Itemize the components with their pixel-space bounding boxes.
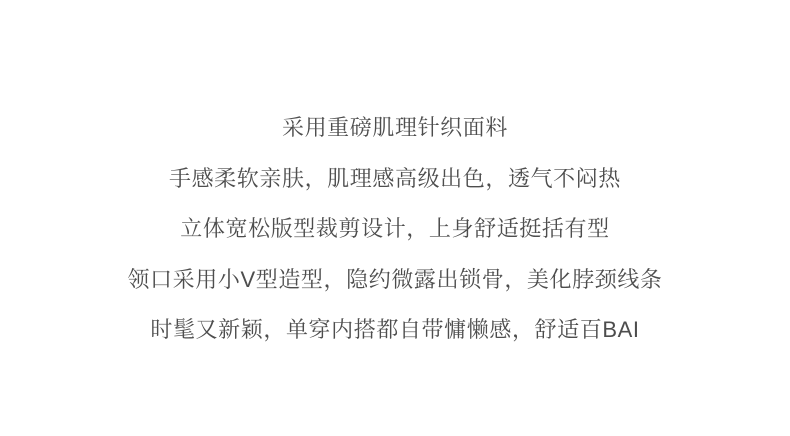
description-line-4: 领口采用小V型造型，隐约微露出锁骨，美化脖颈线条	[127, 266, 663, 292]
description-line-5: 时髦又新颖，单穿内搭都自带慵懒感，舒适百BAI	[150, 317, 640, 342]
description-line-2: 手感柔软亲肤，肌理感高级出色，透气不闷热	[168, 165, 621, 191]
description-line-1: 采用重磅肌理针织面料	[281, 115, 508, 140]
product-description-block	[0, 103, 790, 356]
description-line-3: 立体宽松版型裁剪设计，上身舒适挺括有型	[180, 216, 610, 241]
